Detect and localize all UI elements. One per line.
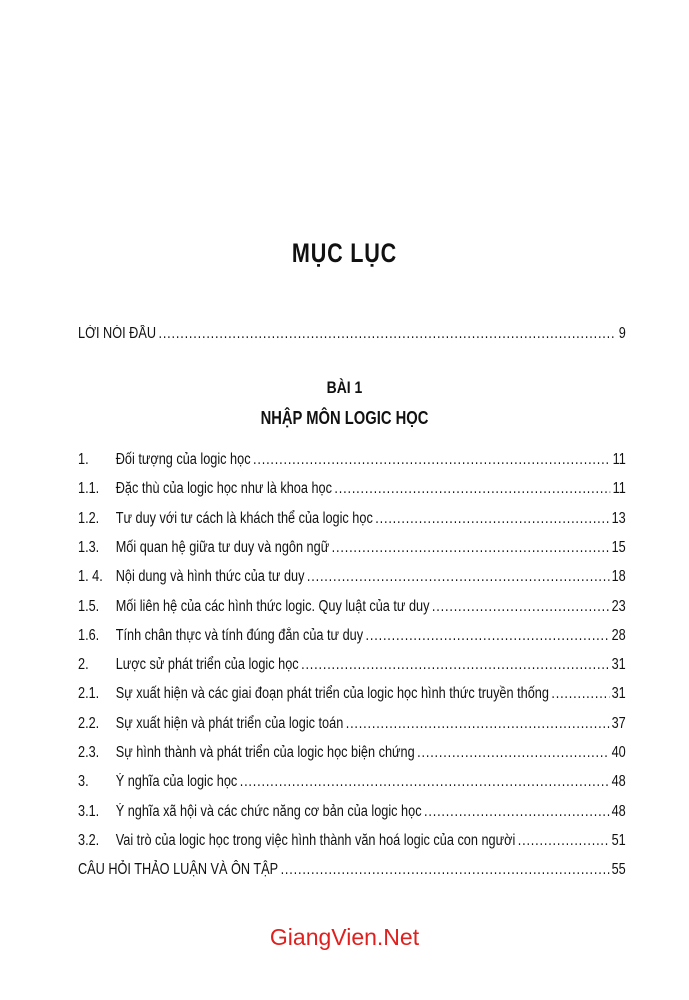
dot-leader [551, 685, 609, 703]
dot-leader [281, 861, 610, 879]
entry-number: 2.2. [78, 714, 100, 732]
entry-page: 11 [612, 451, 626, 468]
toc-entry[interactable] [78, 510, 626, 530]
entry-page: 48 [611, 773, 626, 791]
entry-number: 1.2. [78, 509, 100, 527]
toc-entry[interactable] [78, 803, 626, 823]
entry-number: 1.3. [78, 538, 100, 556]
dot-leader [346, 715, 609, 733]
entry-page: 31 [611, 685, 626, 703]
dot-leader [301, 656, 609, 674]
entry-page: 48 [611, 802, 626, 820]
dot-leader [432, 598, 609, 616]
entry-title: Mối liên hệ của các hình thức logic. Quy luật của tư duy [115, 597, 430, 615]
entry-number: 1. [78, 451, 89, 468]
entry-title: Sự xuất hiện và phát triển của logic toán [115, 714, 344, 732]
entry-number: 1. 4. [78, 568, 103, 586]
toc-entry[interactable] [78, 715, 626, 735]
dot-leader [253, 451, 610, 469]
entry-number: 2.1. [78, 685, 100, 703]
toc-review[interactable] [78, 861, 626, 881]
toc-entry[interactable] [78, 685, 626, 705]
entry-page: 51 [611, 831, 626, 849]
entry-page: 15 [611, 538, 626, 556]
toc-entry[interactable] [78, 627, 626, 647]
entry-number: 1.1. [78, 480, 100, 498]
entry-page: 23 [611, 597, 626, 615]
entry-title: Vai trò của logic học trong việc hình thành văn hoá logic của con người [115, 831, 516, 849]
entry-page: 11 [612, 480, 626, 498]
entry-page: 37 [611, 714, 626, 732]
entry-title: Mối quan hệ giữa tư duy và ngôn ngữ [115, 538, 330, 556]
entry-number: 2.3. [78, 744, 100, 761]
entry-title: CÂU HỎI THẢO LUẬN VÀ ÔN TẬP [78, 861, 279, 879]
toc-entry[interactable] [78, 451, 626, 471]
entry-page: 40 [611, 744, 626, 761]
dot-leader [334, 480, 610, 498]
dot-leader [332, 539, 609, 557]
dot-leader [424, 803, 609, 821]
entry-page: 18 [611, 568, 626, 586]
dot-leader [307, 568, 609, 586]
toc-preface[interactable] [78, 325, 626, 345]
lesson-label: BÀI 1 [326, 378, 363, 397]
entry-page: 28 [611, 626, 626, 644]
entry-page: 31 [611, 656, 626, 674]
entry-title: Lược sử phát triển của logic học [115, 656, 299, 674]
entry-title: Ý nghĩa xã hội và các chức năng cơ bản của logic học [115, 802, 422, 820]
page-title: MỤC LỤC [291, 238, 398, 268]
toc-entry[interactable] [78, 539, 626, 559]
toc-entry[interactable] [78, 568, 626, 588]
entry-title: Sự hình thành và phát triển của logic học biện chứng [115, 744, 415, 761]
dot-leader [417, 744, 609, 762]
dot-leader [240, 773, 609, 791]
toc-entry[interactable] [78, 744, 626, 764]
entry-title: LỜI NÓI ĐẦU [78, 325, 157, 342]
lesson-title: NHẬP MÔN LOGIC HỌC [260, 408, 429, 428]
entry-number: 1.6. [78, 626, 100, 644]
dot-leader [518, 832, 609, 850]
toc-entry[interactable] [78, 656, 626, 676]
entry-number: 3. [78, 773, 89, 791]
entry-title: Đặc thù của logic học như là khoa học [115, 480, 332, 498]
entry-title: Nội dung và hình thức của tư duy [115, 568, 305, 586]
dot-leader [375, 510, 609, 528]
entry-page: 55 [611, 861, 626, 879]
entry-title: Đối tượng của logic học [115, 451, 251, 468]
entry-page: 9 [618, 325, 626, 342]
toc-entry[interactable] [78, 773, 626, 793]
dot-leader [366, 627, 610, 645]
entry-number: 3.1. [78, 802, 100, 820]
watermark: GiangVien.Net [269, 924, 420, 950]
toc-entry[interactable] [78, 480, 626, 500]
entry-number: 2. [78, 656, 89, 674]
entry-number: 3.2. [78, 831, 100, 849]
entry-page: 13 [611, 509, 626, 527]
entry-title: Tính chân thực và tính đúng đắn của tư duy [115, 626, 364, 644]
entry-title: Sự xuất hiện và các giai đoạn phát triển của logic học hình thức truyền thống [115, 685, 549, 703]
dot-leader [158, 325, 616, 343]
toc-entry[interactable] [78, 598, 626, 618]
entry-title: Ý nghĩa của logic học [115, 773, 238, 791]
toc-entry[interactable] [78, 832, 626, 852]
entry-number: 1.5. [78, 597, 100, 615]
entry-title: Tư duy với tư cách là khách thể của logic học [115, 509, 373, 527]
